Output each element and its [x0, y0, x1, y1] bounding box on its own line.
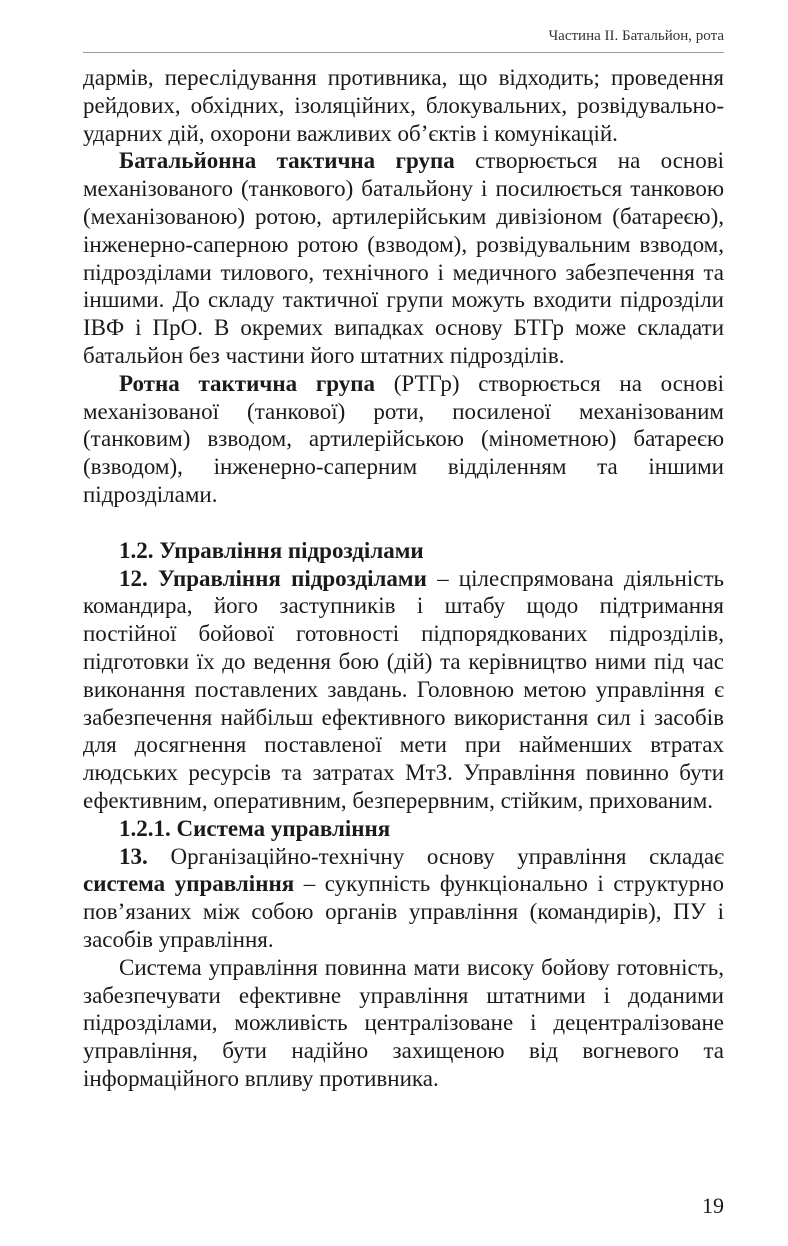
term-company-group: Ротна тактична група: [119, 370, 376, 396]
page-body: [83, 64, 724, 1093]
term-battalion-group: Батальйонна тактична група: [119, 148, 455, 174]
header-rule: [83, 52, 724, 53]
section-gap: [83, 509, 724, 537]
paragraph-13: [83, 843, 724, 954]
paragraph-13-text-b: – сукупність функціонально і структурно пов’язаних між собою органів управління (командирів), ПУ і засобів управління.: [83, 871, 725, 952]
term-unit-control: 12. Управління підрозділами: [119, 565, 427, 591]
subsection-heading: 1.2.1. Система управління: [119, 815, 391, 841]
paragraph-control-system-requirements: Система управління повинна мати високу бойову готовність, забезпечувати ефективне управління штатними і доданими підрозділами, можливість централізоване і децентралізоване управління, бути надійно захищеною від вогневого та інформаційного впливу противника.: [83, 954, 724, 1091]
paragraph-company-group-text: (РТГр) створюється на основі механізованої (танкової) роти, посиленої механізованим (танковим) взводом, артилерійською (мінометною) батареєю (взводом), інженерно-саперним відділенням та іншими підрозділами.: [83, 370, 724, 507]
paragraph-battalion-group-text: створюється на основі механізованого (танкового) батальйону і посилюється танковою (механізованою) ротою, артилерійським дивізіоном (батареєю), інженерно-саперною ротою (взводом), розвідувальним взводом, підрозділами тилового, технічного і медичного забезпечення та іншими. До складу тактичної групи можуть входити підрозділи ІВФ і ПрО. В окремих випадках основу БТГр може складати батальйон без частини його штатних підрозділів.: [83, 148, 724, 368]
paragraph-12: [83, 565, 724, 815]
paragraph-company-group: [83, 370, 724, 509]
running-header: Частина ІІ. Батальйон, рота: [548, 28, 724, 44]
paragraph-12-text: – цілеспрямована діяльність командира, його заступників і штабу щодо підтримання постійної бойової готовності підпорядкованих підрозділів, підготовки їх до ведення бою (дій) та керівництво ними під час виконання поставлених завдань. Головною метою управління є забезпечення найбільш ефективного використання сил і засобів для досягнення поставленої мети при найменших втратах людських ресурсів та затратах МтЗ. Управління повинно бути ефективним, оперативним, безперервним, стійким, прихованим.: [83, 565, 724, 813]
paragraph-continuation: дармів, переслідування противника, що відходить; проведення рейдових, обхідних, ізоляційних, блокувальних, розвідувально-ударних дій, охорони важливих об’єктів і комунікацій.: [83, 65, 724, 146]
section-heading: 1.2. Управління підрозділами: [119, 537, 424, 563]
paragraph-13-text-a: Організаційно-технічну основу управління складає: [147, 843, 724, 869]
term-control-system: система управління: [83, 871, 295, 897]
page-number: 19: [702, 1193, 724, 1218]
paragraph-battalion-group: [83, 147, 724, 369]
paragraph-13-number: 13.: [119, 843, 148, 869]
